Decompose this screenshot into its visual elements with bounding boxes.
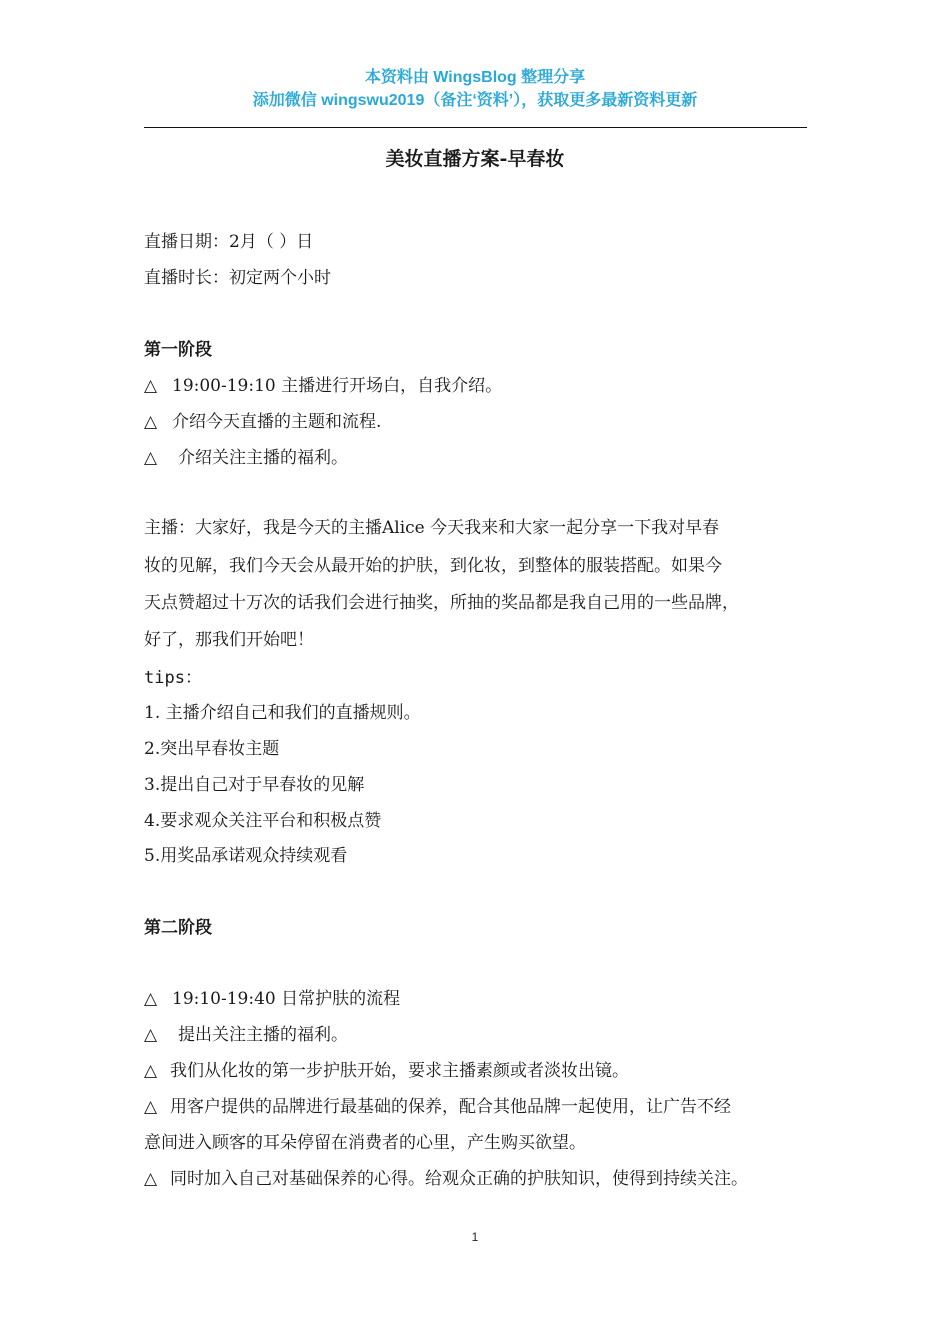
header-note xyxy=(0,66,950,112)
tip-item: 4.要求观众关注平台和积极点赞 xyxy=(144,811,382,831)
stage2-item-text: 提出关注主播的福利。 xyxy=(178,1025,348,1045)
tip-item: 2.突出早春妆主题 xyxy=(144,739,280,759)
page-number: 1 xyxy=(471,1230,479,1244)
stage2-continuation: 意间进入顾客的耳朵停留在消费者的心里，产生购买欲望。 xyxy=(144,1133,586,1153)
stage2-item xyxy=(144,1023,348,1047)
header-line-1: 本资料由 WingsBlog 整理分享 xyxy=(364,69,586,86)
tip-item: 3.提出自己对于早春妆的见解 xyxy=(144,775,365,795)
header-divider xyxy=(144,127,807,128)
stage1-item xyxy=(144,374,502,398)
stage2-item-text: 同时加入自己对基础保养的心得。给观众正确的护肤知识，使得到持续关注。 xyxy=(170,1169,748,1189)
triangle-bullet-icon: △ xyxy=(144,448,158,468)
stage2-heading: 第二阶段 xyxy=(144,918,212,938)
host-script-line: 天点赞超过十万次的话我们会进行抽奖，所抽的奖品都是我自己用的一些品牌， xyxy=(144,593,739,613)
triangle-bullet-icon: △ xyxy=(144,1169,158,1189)
stage2-item-text: 19:10-19:40 日常护肤的流程 xyxy=(172,989,401,1009)
triangle-bullet-icon: △ xyxy=(144,412,158,432)
stage1-item xyxy=(144,446,348,470)
stage2-item-text: 我们从化妆的第一步护肤开始，要求主播素颜或者淡妆出镜。 xyxy=(170,1061,629,1081)
tips-label: tips： xyxy=(144,668,202,688)
host-script-line: 好了，那我们开始吧！ xyxy=(144,630,314,650)
host-script-line: 妆的见解，我们今天会从最开始的护肤，到化妆，到整体的服装搭配。如果今 xyxy=(144,556,722,576)
stage1-item-text: 介绍关注主播的福利。 xyxy=(178,448,348,468)
triangle-bullet-icon: △ xyxy=(144,376,158,396)
date-line: 直播日期：2月（ ）日 xyxy=(144,232,314,252)
stage2-item xyxy=(144,987,400,1011)
host-script-line: 主播：大家好，我是今天的主播Alice 今天我来和大家一起分享一下我对早春 xyxy=(144,518,720,538)
tip-item: 1. 主播介绍自己和我们的直播规则。 xyxy=(144,703,421,723)
triangle-bullet-icon: △ xyxy=(144,1061,158,1081)
tip-item: 5.用奖品承诺观众持续观看 xyxy=(144,846,348,866)
stage1-heading: 第一阶段 xyxy=(144,340,212,360)
stage2-item-text: 用客户提供的品牌进行最基础的保养，配合其他品牌一起使用，让广告不经 xyxy=(170,1097,731,1117)
triangle-bullet-icon: △ xyxy=(144,1025,158,1045)
triangle-bullet-icon: △ xyxy=(144,1097,158,1117)
document-title: 美妆直播方案-早春妆 xyxy=(385,148,565,170)
stage2-item xyxy=(144,1095,731,1119)
stage2-item xyxy=(144,1167,748,1191)
duration-line: 直播时长：初定两个小时 xyxy=(144,268,331,288)
stage1-item xyxy=(144,410,381,434)
triangle-bullet-icon: △ xyxy=(144,989,158,1009)
stage1-item-text: 19:00-19:10 主播进行开场白，自我介绍。 xyxy=(172,376,503,396)
header-line-2: 添加微信 wingswu2019（备注‘资料’），获取更多最新资料更新 xyxy=(252,92,698,109)
stage1-item-text: 介绍今天直播的主题和流程. xyxy=(172,412,382,432)
stage2-item xyxy=(144,1059,629,1083)
